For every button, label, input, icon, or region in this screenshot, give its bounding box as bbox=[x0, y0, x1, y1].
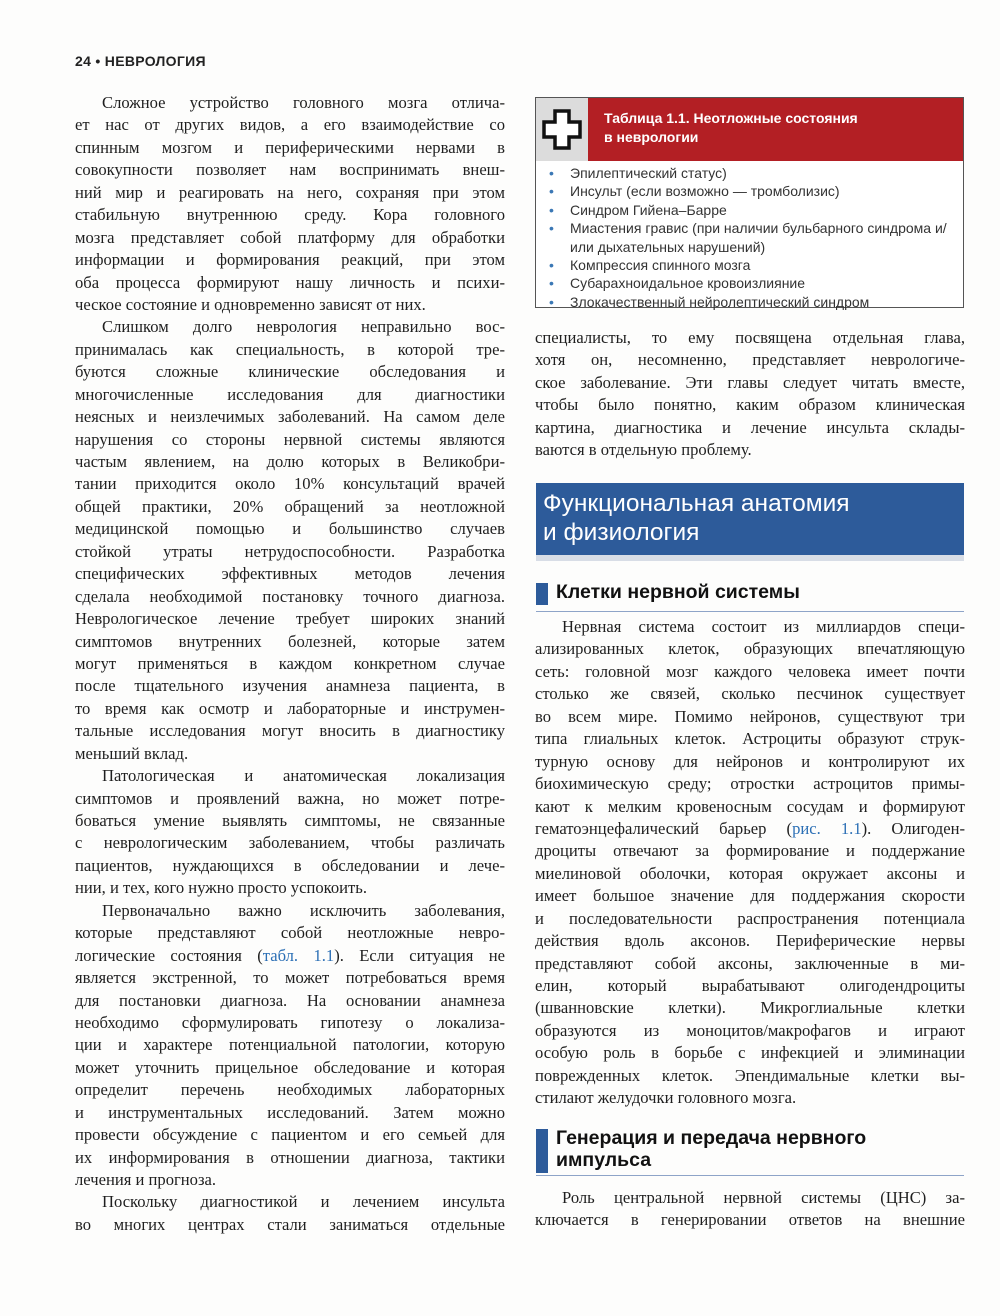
text-line bbox=[535, 818, 965, 840]
text-line: представляют собой аксоны, заключенные в ми- bbox=[535, 953, 965, 973]
text-line: Неврологическое лечение требует широких знаний bbox=[75, 609, 505, 629]
paragraph bbox=[75, 1191, 505, 1236]
text-line: ет нас от других видов, а его взаимодействие со bbox=[75, 115, 505, 135]
table-item-text: Субарахноидальное кровоизлияние bbox=[570, 275, 806, 292]
text-line: стилают желудочки головного мозга. bbox=[535, 1088, 797, 1108]
text-line: ализированных клеток, образующих впечатляющую bbox=[535, 639, 965, 659]
bullet-icon: • bbox=[549, 293, 554, 310]
text-line: совокупности позволяет нам воспринимать внеш- bbox=[75, 160, 505, 180]
paragraph bbox=[75, 765, 505, 900]
text-line: неясных и неизлечимых заболеваний. На самом деле bbox=[75, 407, 505, 427]
banner-shadow bbox=[536, 555, 964, 561]
bullet-icon: • bbox=[549, 165, 554, 181]
table-title-line: в неврологии bbox=[604, 129, 699, 145]
text-line: особую роль в борьбе с инфекцией и элиминации bbox=[535, 1043, 965, 1063]
text-line: чтобы было понятно, каким образом клиническая bbox=[535, 395, 965, 415]
right-column-continuation bbox=[535, 327, 965, 462]
bullet-icon: • bbox=[549, 257, 554, 274]
text-line: типа глиальных клеток. Астроциты образуют струк- bbox=[535, 729, 965, 749]
text-line: Сложное устройство головного мозга отлича- bbox=[102, 93, 505, 112]
table-item-text: Инсульт (если возможно — тромболизис) bbox=[570, 183, 840, 200]
text-line: с неврологическим заболеванием, чтобы различать bbox=[75, 833, 505, 853]
text-line: то время как осмотр и лабораторные и инструмен- bbox=[75, 698, 505, 718]
paragraph bbox=[75, 316, 505, 765]
text-line: елин, который вырабатывают олигодендроциты bbox=[535, 976, 965, 995]
text-line: мозга представляет собой платформу для обработки bbox=[75, 227, 505, 247]
text-line: стойкой утраты нетрудоспособности. Разработка bbox=[75, 541, 505, 561]
text-line: Нервная система состоит из миллиардов специ- bbox=[562, 617, 965, 636]
text-line: Роль центральной нервной системы (ЦНС) за- bbox=[562, 1188, 965, 1207]
text-line: провести обсуждение с пациентом и его семьей для bbox=[75, 1125, 505, 1145]
table-list-item bbox=[546, 164, 963, 182]
text-line: после тщательного изучения анамнеза пациента, в bbox=[75, 676, 505, 696]
text-line: имеет большое значение для поддержания скорости bbox=[535, 886, 965, 906]
text-line: буются сложные клинические обследования и bbox=[75, 362, 505, 382]
text-line: ключается в генерировании ответов на внешние bbox=[535, 1210, 965, 1230]
text-line: необходимо сформулировать гипотезу о локализа- bbox=[75, 1012, 505, 1032]
table-item-text: Миастения гравис (при наличии бульбарного синдрома и/или дыхательных нарушений) bbox=[570, 220, 947, 255]
page-number: 24 bbox=[75, 53, 92, 69]
table-list-item bbox=[546, 256, 963, 274]
table-item-text: Эпилептический статус) bbox=[570, 165, 727, 181]
text-line: тальные исследования могут вносить в диагностику bbox=[75, 721, 505, 741]
table-item-text: Синдром Гийена–Барре bbox=[570, 201, 727, 218]
text-line: кают к мелким кровеносным сосудам и формируют bbox=[535, 796, 965, 816]
text-line: картина, диагностика и лечение инсульта склады- bbox=[535, 417, 965, 437]
cross-reference-link[interactable]: рис. 1.1 bbox=[792, 818, 862, 838]
text-line: сеть: головной мозг каждого человека имеет почти bbox=[535, 661, 965, 681]
text-line: во многих центрах стали заниматься отдельные bbox=[75, 1214, 505, 1234]
text-line: во всем мире. Помимо нейронов, существуют три bbox=[535, 706, 965, 726]
cross-icon bbox=[536, 98, 588, 161]
text-line: Патологическая и анатомическая локализация bbox=[102, 766, 505, 786]
text-segment: гематоэнцефалический барьер ( bbox=[535, 818, 793, 838]
table-list-item bbox=[546, 293, 963, 311]
cells-paragraph bbox=[535, 616, 965, 1110]
bullet-icon: • bbox=[549, 201, 554, 218]
text-line: и последовательности распространения потенциала bbox=[535, 908, 965, 928]
text-line: биохимическую среду; отростки астроцитов примы- bbox=[535, 774, 965, 794]
text-line: симптомов внутренних болезней, которые затем bbox=[75, 631, 505, 651]
text-line: ции и характере потенциальной патологии, которую bbox=[75, 1035, 505, 1055]
text-line: боваться умение выявлять симптомы, не связанные bbox=[75, 811, 505, 830]
table-item-text: Злокачественный нейролептический синдром bbox=[570, 293, 870, 310]
text-line: симптомов и проявлений важна, но может потре- bbox=[75, 788, 505, 808]
text-segment: логические состояния ( bbox=[75, 945, 263, 965]
bullet-icon: • bbox=[549, 220, 554, 237]
text-line: которые представляют собой неотложные невро- bbox=[75, 923, 505, 943]
table-list bbox=[546, 164, 963, 311]
text-line: и инструментальных исследований. Затем можно bbox=[75, 1102, 505, 1122]
text-line: действия вдоль аксонов. Периферические нервы bbox=[535, 931, 965, 951]
table-header bbox=[536, 98, 963, 161]
text-line: информации и формирования реакций, при этом bbox=[75, 250, 505, 270]
text-line: турную основу для нейронов и контролируют их bbox=[535, 751, 965, 771]
text-line: миелиновой оболочки, которая окружает аксоны и bbox=[535, 863, 965, 883]
section-title-line: Функциональная анатомия bbox=[543, 490, 850, 517]
table-title bbox=[604, 109, 858, 147]
text-line: ваются в отдельную проблему. bbox=[535, 440, 752, 460]
subsection-heading-cells bbox=[536, 581, 964, 612]
text-line: частым явлением, на долю которых в Великобри- bbox=[75, 452, 505, 471]
text-line: образуются из моноцитов/макрофагов и играют bbox=[535, 1020, 965, 1040]
table-list-item bbox=[546, 182, 963, 200]
section-banner bbox=[536, 483, 964, 555]
text-line: принималась как специальность, в которой тре- bbox=[75, 339, 505, 359]
text-line: Первоначально важно исключить заболевания, bbox=[102, 900, 505, 920]
text-line: могут применяться в каждом конкретном случае bbox=[75, 653, 505, 673]
text-line: поврежденных клеток. Эпендимальные клетки вы- bbox=[535, 1065, 965, 1085]
subsection-heading-impulse bbox=[536, 1127, 964, 1176]
emergency-table bbox=[535, 97, 964, 308]
text-line: стабильную внутреннюю среду. Кора головного bbox=[75, 205, 505, 225]
text-line: медицинской помощью и большинство случаев bbox=[75, 519, 505, 539]
paragraph bbox=[75, 900, 505, 1192]
text-line: специалисты, то ему посвящена отдельная глава, bbox=[535, 328, 965, 347]
heading-text: Генерация и передача нервного bbox=[556, 1127, 867, 1149]
table-list-item bbox=[546, 274, 963, 292]
text-line: столько же связей, сколько песчинок существует bbox=[535, 684, 965, 704]
text-segment: ). Если ситуация не bbox=[334, 945, 505, 965]
text-line: нии, и тех, кого нужно просто успокоить. bbox=[75, 878, 367, 898]
left-column bbox=[75, 92, 505, 1236]
table-item-text: Компрессия спинного мозга bbox=[570, 257, 751, 274]
header-section: НЕВРОЛОГИЯ bbox=[104, 53, 206, 69]
table-list-item bbox=[546, 219, 963, 256]
running-header bbox=[75, 53, 206, 69]
text-line: ческое состояние и одновременно зависят от них. bbox=[75, 294, 426, 314]
cross-reference-link[interactable]: табл. 1.1 bbox=[262, 945, 335, 965]
heading-text: импульса bbox=[556, 1149, 652, 1171]
text-line: пациентов, нуждающихся в обследовании и лече- bbox=[75, 855, 505, 875]
text-line: (шванновские клетки). Микроглиальные клетки bbox=[535, 998, 965, 1018]
text-line: хотя он, несомненно, представляет неврологиче- bbox=[535, 350, 965, 370]
text-line: определит перечень необходимых лабораторных bbox=[75, 1080, 505, 1100]
header-bullet: • bbox=[95, 53, 101, 69]
table-list-item bbox=[546, 201, 963, 219]
text-line: общей практики, 20% обращений за неотложной bbox=[75, 496, 505, 516]
text-line: Слишком долго неврология неправильно вос- bbox=[102, 317, 505, 337]
bullet-icon: • bbox=[549, 275, 554, 292]
text-line: их информирования в отношении диагноза, тактики bbox=[75, 1147, 505, 1167]
text-line: дроциты отвечают за формирование и поддержание bbox=[535, 841, 965, 861]
text-line: специфических эффективных методов лечения bbox=[75, 564, 505, 584]
text-line: многочисленные исследования для диагностики bbox=[75, 384, 505, 404]
section-title-line: и физиология bbox=[543, 519, 700, 546]
text-line: для постановки диагноза. На основании анамнеза bbox=[75, 990, 505, 1010]
paragraph bbox=[75, 92, 505, 316]
text-line bbox=[75, 945, 505, 967]
text-line: тании приходится около 10% консультаций врачей bbox=[75, 474, 505, 494]
text-line: может уточнить прицельное обследование и которая bbox=[75, 1057, 505, 1077]
text-line: меньший вклад. bbox=[75, 743, 189, 763]
bullet-icon: • bbox=[549, 183, 554, 200]
text-line: сделала необходимой постановку точного диагноза. bbox=[75, 586, 505, 606]
text-line: нарушения со стороны нервной системы являются bbox=[75, 429, 505, 449]
text-line: лечения и прогноза. bbox=[75, 1170, 217, 1189]
impulse-paragraph bbox=[535, 1187, 965, 1232]
heading-marker bbox=[536, 583, 548, 605]
text-segment: ). Олигоден- bbox=[861, 818, 965, 838]
text-line: оба процесса формируют нашу личность и психи- bbox=[75, 272, 505, 292]
heading-text: Клетки нервной системы bbox=[556, 581, 800, 603]
table-title-line: Таблица 1.1. Неотложные состояния bbox=[604, 110, 858, 126]
text-line: ское заболевание. Эти главы следует читать вместе, bbox=[535, 372, 965, 392]
text-line: является экстренной, то может потребоваться время bbox=[75, 968, 505, 988]
text-line: ний мир и реагировать на него, сохраняя при этом bbox=[75, 182, 505, 202]
heading-marker bbox=[536, 1129, 548, 1173]
text-line: Поскольку диагностикой и лечением инсульта bbox=[102, 1192, 505, 1212]
text-line: спинным мозгом и периферическими нервами в bbox=[75, 137, 505, 157]
